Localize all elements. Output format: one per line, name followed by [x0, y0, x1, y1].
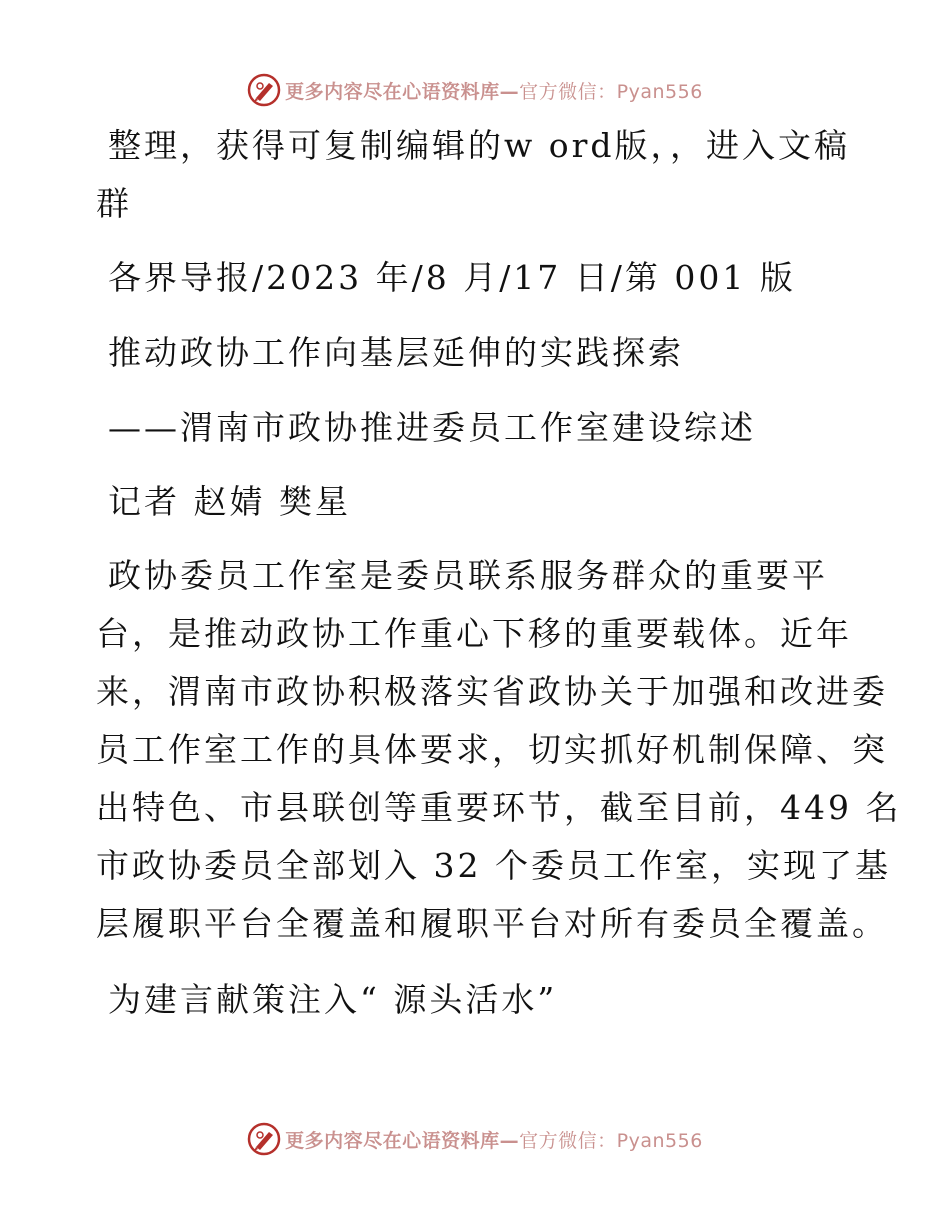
- watermark-text: 更多内容尽在心语资料库: [285, 1129, 500, 1152]
- watermark-wechat: 官方微信：Pyan556: [519, 1129, 703, 1152]
- body-line: 层履职平台全覆盖和履职平台对所有委员全覆盖。: [96, 904, 888, 943]
- intro-line-2: 群: [96, 184, 132, 223]
- article-subtitle: ——渭南市政协推进委员工作室建设综述: [108, 408, 756, 447]
- pen-logo-icon: [247, 1122, 281, 1156]
- intro-line-1: 整理，获得可复制编辑的w ord版，，进入文稿: [108, 126, 851, 165]
- watermark-text: 更多内容尽在心语资料库: [285, 80, 500, 103]
- section-heading: 为建言献策注入“ 源头活水”: [108, 980, 558, 1019]
- body-line: 员工作室工作的具体要求，切实抓好机制保障、突: [96, 730, 888, 769]
- body-line: 出特色、市县联创等重要环节，截至目前，449 名: [96, 788, 902, 827]
- article-title: 推动政协工作向基层延伸的实践探索: [108, 333, 684, 372]
- body-line: 台，是推动政协工作重心下移的重要载体。近年: [96, 614, 852, 653]
- header-watermark: [0, 72, 950, 108]
- footer-watermark: [0, 1121, 950, 1157]
- body-line: 政协委员工作室是委员联系服务群众的重要平: [108, 556, 828, 595]
- source-line: 各界导报/2023 年/8 月/17 日/第 001 版: [108, 258, 796, 297]
- byline: 记者 赵婧 樊星: [108, 482, 351, 521]
- body-line: 来，渭南市政协积极落实省政协关于加强和改进委: [96, 672, 888, 711]
- watermark-separator: —: [499, 1129, 520, 1152]
- body-line: 市政协委员全部划入 32 个委员工作室，实现了基: [96, 846, 891, 885]
- watermark-wechat: 官方微信：Pyan556: [519, 80, 703, 103]
- pen-logo-icon: [247, 73, 281, 107]
- watermark-separator: —: [499, 80, 520, 103]
